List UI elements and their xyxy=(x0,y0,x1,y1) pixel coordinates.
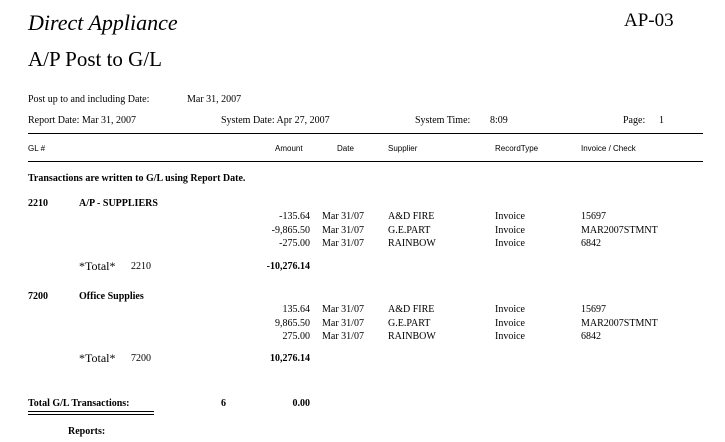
invoice: 6842 xyxy=(581,238,601,249)
summary-label: Total G/L Transactions: xyxy=(28,398,130,409)
report-code: AP-03 xyxy=(624,10,674,31)
supplier: A&D FIRE xyxy=(388,304,435,315)
amount: -9,865.50 xyxy=(271,225,310,236)
gl-name: A/P - SUPPLIERS xyxy=(79,198,158,209)
col-amount: Amount xyxy=(275,144,303,153)
date: Mar 31/07 xyxy=(322,238,364,249)
date: Mar 31/07 xyxy=(322,318,364,329)
gl-code: 7200 xyxy=(28,291,48,302)
summary-count: 6 xyxy=(221,398,226,409)
col-invoice: Invoice / Check xyxy=(581,144,636,153)
page-label: Page: xyxy=(623,115,646,126)
group-total-code: 7200 xyxy=(131,353,151,364)
header-bottom-rule xyxy=(28,161,703,162)
gl-name: Office Supplies xyxy=(79,291,144,302)
invoice: 15697 xyxy=(581,211,606,222)
date: Mar 31/07 xyxy=(322,331,364,342)
record-type: Invoice xyxy=(495,331,525,342)
amount: -275.00 xyxy=(279,238,310,249)
invoice: 15697 xyxy=(581,304,606,315)
group-total-value: -10,276.14 xyxy=(266,261,310,272)
invoice: 6842 xyxy=(581,331,601,342)
col-gl: GL # xyxy=(28,144,46,153)
supplier: RAINBOW xyxy=(388,331,436,342)
summary-underline-2 xyxy=(28,414,154,415)
summary-value: 0.00 xyxy=(292,398,310,409)
record-type: Invoice xyxy=(495,211,525,222)
system-time-value: 8:09 xyxy=(490,115,508,126)
group-total-code: 2210 xyxy=(131,261,151,272)
group-total-label: *Total* xyxy=(79,259,116,273)
system-date: System Date: Apr 27, 2007 xyxy=(221,115,330,126)
group-total-value: 10,276.14 xyxy=(270,353,310,364)
invoice: MAR2007STMNT xyxy=(581,318,658,329)
report-date: Report Date: Mar 31, 2007 xyxy=(28,115,137,126)
post-date-value: Mar 31, 2007 xyxy=(187,94,242,105)
post-date-label: Post up to and including Date: xyxy=(28,94,150,105)
page-number: 1 xyxy=(659,115,664,126)
amount: 275.00 xyxy=(282,331,310,342)
gl-code: 2210 xyxy=(28,198,48,209)
group-total-label: *Total* xyxy=(79,351,116,365)
supplier: A&D FIRE xyxy=(388,211,435,222)
supplier: RAINBOW xyxy=(388,238,436,249)
summary-underline-1 xyxy=(28,411,154,412)
date: Mar 31/07 xyxy=(322,225,364,236)
report-title: A/P Post to G/L xyxy=(28,47,162,71)
record-type: Invoice xyxy=(495,225,525,236)
amount: 9,865.50 xyxy=(275,318,310,329)
company-name: Direct Appliance xyxy=(28,10,178,35)
amount: -135.64 xyxy=(279,211,310,222)
record-type: Invoice xyxy=(495,318,525,329)
col-record-type: RecordType xyxy=(495,144,539,153)
col-date: Date xyxy=(337,144,354,153)
date: Mar 31/07 xyxy=(322,211,364,222)
record-type: Invoice xyxy=(495,304,525,315)
report-note: Transactions are written to G/L using Report Date. xyxy=(28,173,246,184)
invoice: MAR2007STMNT xyxy=(581,225,658,236)
date: Mar 31/07 xyxy=(322,304,364,315)
supplier: G.E.PART xyxy=(388,225,431,236)
col-supplier: Supplier xyxy=(388,144,418,153)
supplier: G.E.PART xyxy=(388,318,431,329)
header-top-rule xyxy=(28,133,703,134)
amount: 135.64 xyxy=(282,304,310,315)
system-time-label: System Time: xyxy=(415,115,471,126)
reports-label: Reports: xyxy=(68,426,106,437)
record-type: Invoice xyxy=(495,238,525,249)
